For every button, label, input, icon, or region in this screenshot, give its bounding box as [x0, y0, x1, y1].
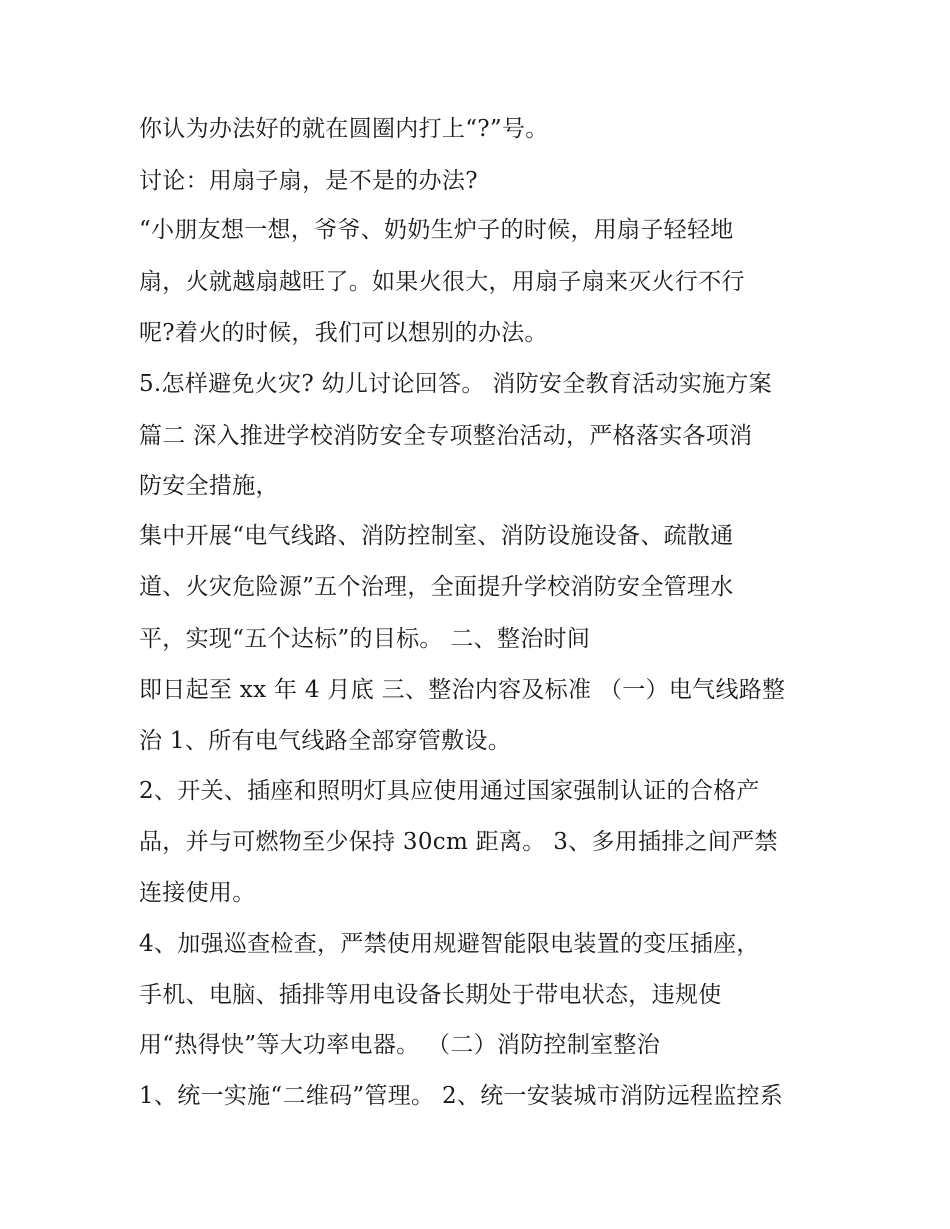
text-line: 讨论：用扇子扇，是不是的办法? — [139, 168, 478, 194]
text-line: 平，实现“五个达标”的目标。 二、整治时间 — [139, 626, 591, 652]
text-line: 即日起至 xx 年 4 月底 三、整治内容及标准 （一）电气线路整 — [139, 677, 786, 703]
text-line: 用“热得快”等大功率电器。 （二）消防控制室整治 — [139, 1032, 661, 1058]
text-line: 扇，火就越扇越旺了。如果火很大，用扇子扇来灭火行不行 — [139, 269, 745, 295]
text-line: 连接使用。 — [139, 880, 256, 906]
text-line: 5.怎样避免火灾? 幼儿讨论回答。 消防安全教育活动实施方案 — [139, 371, 772, 397]
text-line: 品，并与可燃物至少保持 30cm 距离。 3、多用插排之间严禁 — [139, 829, 778, 855]
text-line: 1、统一实施“二维码”管理。 2、统一安装城市消防远程监控系 — [139, 1083, 784, 1109]
text-line: 4、加强巡查检查，严禁使用规避智能限电装置的变压插座， — [139, 931, 760, 957]
text-line: 道、火灾危险源”五个治理，全面提升学校消防安全管理水 — [139, 574, 734, 600]
text-line: 集中开展“电气线路、消防控制室、消防设施设备、疏散通 — [139, 523, 734, 549]
text-line: 2、开关、插座和照明灯具应使用通过国家强制认证的合格产 — [139, 778, 760, 804]
text-line: 你认为办法好的就在圆圈内打上“?”号。 — [139, 116, 549, 142]
text-line: 防安全措施， — [139, 473, 279, 499]
text-line: 呢?着火的时候，我们可以想别的办法。 — [139, 320, 548, 346]
text-line: 篇二 深入推进学校消防安全专项整治活动，严格落实各项消 — [139, 423, 753, 449]
text-line: 治 1、所有电气线路全部穿管敷设。 — [139, 728, 512, 754]
text-line: 手机、电脑、插排等用电设备长期处于带电状态，违规使 — [139, 982, 722, 1008]
text-line: “小朋友想一想，爷爷、奶奶生炉子的时候，用扇子轻轻地 — [139, 217, 734, 243]
